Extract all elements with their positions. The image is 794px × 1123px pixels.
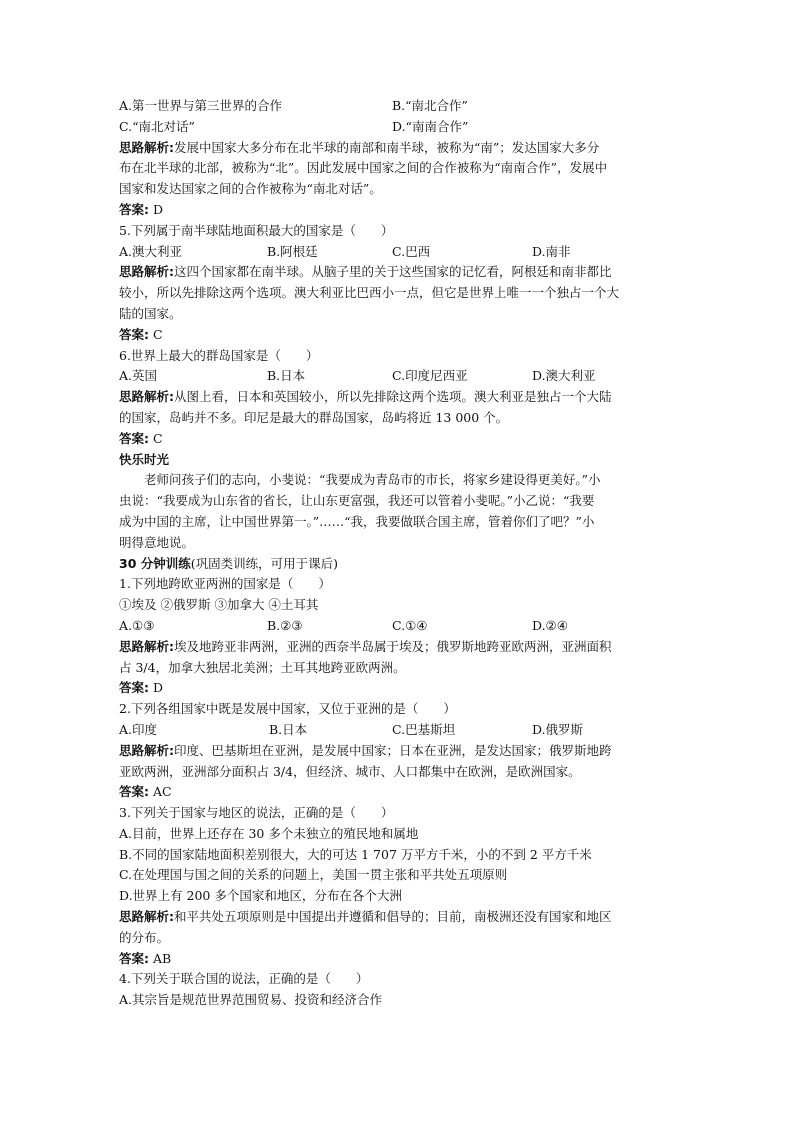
text-line: 3.下列关于国家与地区的说法，正确的是（ ） bbox=[119, 805, 394, 821]
text-line: 成为中国的主席，让中国世界第一。”……“我，我要做联合国主席，管着你们了吧？”小 bbox=[119, 513, 595, 529]
text-line: 较小，所以先排除这两个选项。澳大利亚比巴西小一点，但它是世界上唯一一个独占一个大 bbox=[119, 285, 620, 301]
labeled-line bbox=[119, 678, 679, 699]
option-a: A.澳大利亚 bbox=[119, 243, 183, 259]
option-a: C.“南北对话” bbox=[119, 118, 195, 134]
option-d: D.南非 bbox=[532, 243, 571, 259]
line-text: AB bbox=[149, 950, 172, 966]
line-label: 思路解析: bbox=[119, 638, 174, 654]
document-body bbox=[119, 96, 679, 1011]
text-line: 老师问孩子们的志向，小斐说：“我要成为青岛市的市长，将家乡建设得更美好。”小 bbox=[144, 472, 601, 488]
line-text: D bbox=[149, 680, 163, 696]
line-label: 思路解析: bbox=[119, 389, 174, 405]
option-b: B.阿根廷 bbox=[267, 243, 318, 259]
option-c: C.印度尼西亚 bbox=[392, 368, 468, 384]
text-line: 5.下列属于南半球陆地面积最大的国家是（ ） bbox=[119, 222, 394, 238]
line-label: 思路解析: bbox=[119, 742, 174, 758]
line-label: 思路解析: bbox=[119, 909, 174, 925]
option-b: B.日本 bbox=[267, 368, 306, 384]
text-line: ①埃及 ②俄罗斯 ③加拿大 ④土耳其 bbox=[119, 597, 319, 613]
labeled-line bbox=[119, 949, 679, 970]
line-text: AC bbox=[149, 784, 172, 800]
option-a: A.英国 bbox=[119, 368, 158, 384]
line-text: D bbox=[149, 201, 163, 217]
text-line: 的国家，岛屿并不多。印尼是最大的群岛国家，岛屿将近 13 000 个。 bbox=[119, 409, 509, 425]
text-line: A.目前，世界上还存在 30 多个未独立的殖民地和属地 bbox=[119, 825, 419, 841]
option-d: D.②④ bbox=[532, 617, 568, 633]
text-line: 2.下列各组国家中既是发展中国家，又位于亚洲的是（ ） bbox=[119, 701, 456, 717]
text-line: C.在处理国与国之间的关系的问题上，美国一贯主张和平共处五项原则 bbox=[119, 867, 508, 883]
labeled-line bbox=[119, 782, 679, 803]
text-line: 国家和发达国家之间的合作被称为“南北对话”。 bbox=[119, 181, 382, 197]
line-label: 30 分钟训练 bbox=[119, 555, 191, 571]
labeled-line bbox=[119, 262, 679, 283]
line-text: 从图上看，日本和英国较小，所以先排除这两个选项。澳大利亚是独占一个大陆 bbox=[174, 389, 612, 405]
text-line: 4.下列关于联合国的说法，正确的是（ ） bbox=[119, 971, 369, 987]
option-row bbox=[119, 117, 679, 138]
option-c: C.巴西 bbox=[392, 243, 431, 259]
text-line: A.其宗旨是规范世界范围贸易、投资和经济合作 bbox=[119, 992, 383, 1008]
text-line: 的分布。 bbox=[119, 929, 170, 945]
labeled-line bbox=[119, 138, 679, 159]
text-line: 6.世界上最大的群岛国家是（ ） bbox=[119, 347, 319, 363]
option-row bbox=[119, 96, 679, 117]
line-label: 答案: bbox=[119, 680, 149, 696]
section-heading: 快乐时光 bbox=[119, 451, 170, 467]
line-label: 思路解析: bbox=[119, 139, 174, 155]
line-text: 发展中国家大多分布在北半球的南部和南半球，被称为“南”；发达国家大多分 bbox=[174, 139, 600, 155]
line-label: 答案: bbox=[119, 201, 149, 217]
option-c: C.①④ bbox=[392, 617, 428, 633]
option-b: D.“南南合作” bbox=[392, 118, 469, 134]
text-line: B.不同的国家陆地面积差别很大，大的可达 1 707 万平方千米，小的不到 2 平方千米 bbox=[119, 846, 592, 862]
text-line: 布在北半球的北部，被称为“北”。因此发展中国家之间的合作被称为“南南合作”，发展中 bbox=[119, 160, 608, 176]
labeled-line bbox=[119, 325, 679, 346]
line-label: 答案: bbox=[119, 950, 149, 966]
labeled-line bbox=[119, 429, 679, 450]
line-text: C bbox=[149, 430, 163, 446]
text-line: D.世界上有 200 多个国家和地区，分布在各个大洲 bbox=[119, 888, 402, 904]
option-d: D.俄罗斯 bbox=[532, 721, 584, 737]
line-text: 埃及地跨亚非两洲，亚洲的西奈半岛属于埃及；俄罗斯地跨亚欧两洲，亚洲面积 bbox=[174, 638, 612, 654]
line-label: 思路解析: bbox=[119, 264, 174, 280]
text-line: 1.下列地跨欧亚两洲的国家是（ ） bbox=[119, 576, 331, 592]
line-text: C bbox=[149, 326, 163, 342]
line-label: 答案: bbox=[119, 430, 149, 446]
labeled-line bbox=[119, 200, 679, 221]
option-d: D.澳大利亚 bbox=[532, 368, 596, 384]
option-row bbox=[119, 616, 679, 637]
line-text: 这四个国家都在南半球。从脑子里的关于这些国家的记忆看，阿根廷和南非都比 bbox=[174, 264, 612, 280]
line-label: 答案: bbox=[119, 784, 149, 800]
labeled-line bbox=[119, 637, 679, 658]
option-row bbox=[119, 720, 679, 741]
option-b: B.②③ bbox=[267, 617, 303, 633]
option-c: C.巴基斯坦 bbox=[392, 721, 456, 737]
text-line: 明得意地说。 bbox=[119, 534, 195, 550]
line-text: (巩固类训练，可用于课后) bbox=[190, 555, 339, 571]
option-b: B.日本 bbox=[269, 721, 308, 737]
line-label: 答案: bbox=[119, 326, 149, 342]
labeled-line bbox=[119, 387, 679, 408]
option-a: A.印度 bbox=[119, 721, 158, 737]
labeled-line bbox=[119, 907, 679, 928]
section-heading bbox=[119, 554, 679, 575]
line-text: 印度、巴基斯坦在亚洲，是发展中国家；日本在亚洲，是发达国家；俄罗斯地跨 bbox=[174, 742, 612, 758]
text-line: 占 3/4，加拿大独居北美洲；土耳其地跨亚欧两洲。 bbox=[119, 659, 406, 675]
labeled-line bbox=[119, 741, 679, 762]
option-a: A.第一世界与第三世界的合作 bbox=[119, 98, 283, 113]
text-line: 虫说：“我要成为山东省的省长，让山东更富强，我还可以管着小斐呢。”小乙说：“我要 bbox=[119, 493, 595, 509]
line-text: 和平共处五项原则是中国提出并遵循和倡导的；目前，南极洲还没有国家和地区 bbox=[174, 909, 612, 925]
text-line: 陆的国家。 bbox=[119, 305, 182, 321]
option-row bbox=[119, 242, 679, 263]
option-row bbox=[119, 366, 679, 387]
text-line: 亚欧两洲，亚洲部分面积占 3/4，但经济、城市、人口都集中在欧洲，是欧洲国家。 bbox=[119, 763, 581, 779]
option-b: B.“南北合作” bbox=[392, 98, 468, 113]
option-a: A.①③ bbox=[119, 617, 155, 633]
